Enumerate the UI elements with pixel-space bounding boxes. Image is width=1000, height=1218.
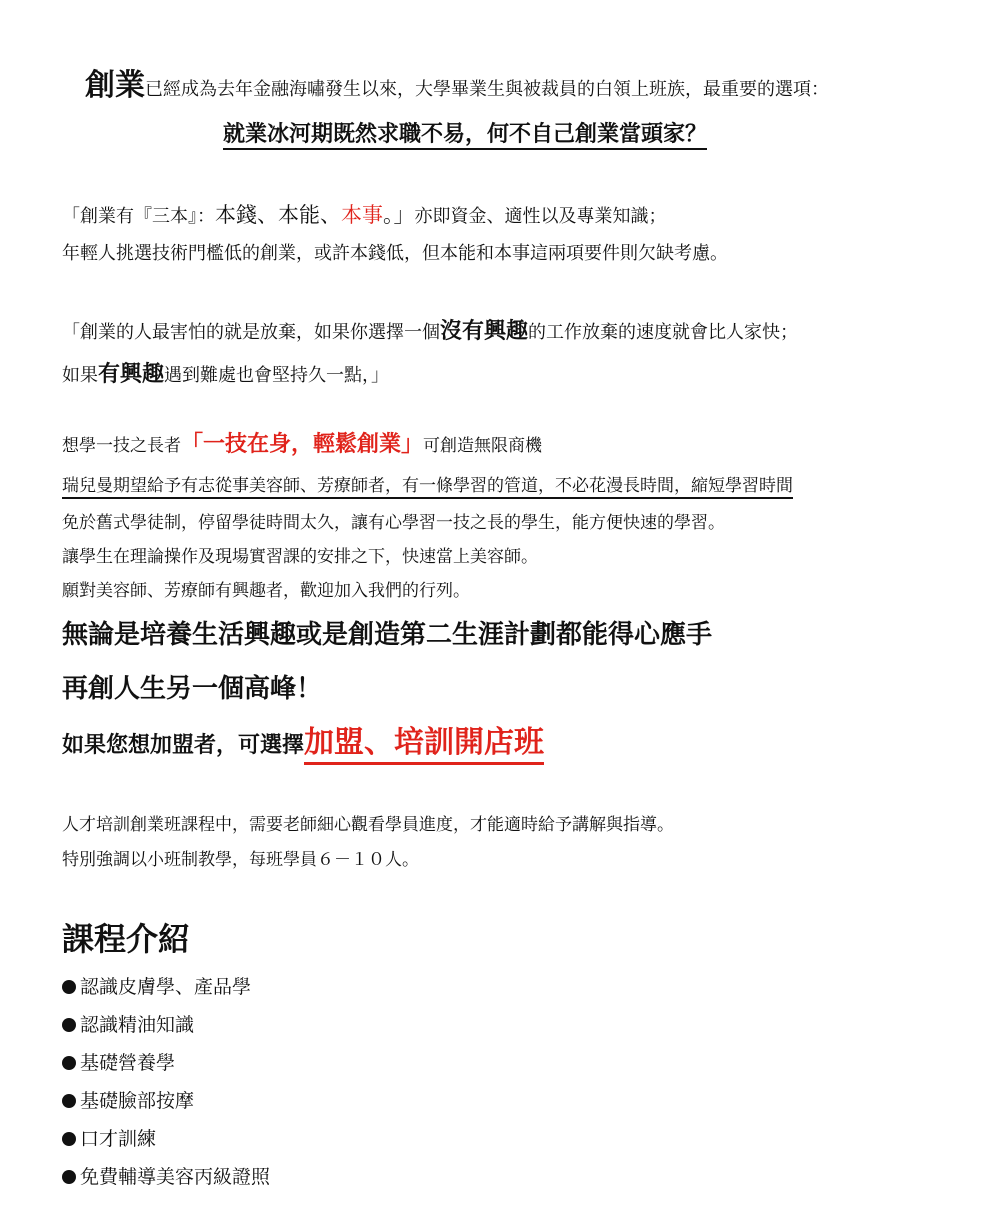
course-item-label: 認識精油知識: [80, 1014, 195, 1036]
skill-intro-b: 可創造無限商機: [423, 436, 543, 456]
skill-line-3: 讓學生在理論操作及現場實習課的安排之下，快速當上美容師。: [62, 547, 538, 567]
quote-line-1-b: 的工作放棄的速度就會比人家快；: [528, 322, 799, 343]
quote-emphasis-interest: 有興趣: [98, 362, 165, 387]
three-assets-list: 本錢、本能、: [215, 203, 341, 227]
course-item: [62, 1048, 175, 1075]
course-item-label: 口才訓練: [80, 1128, 157, 1150]
bullet-icon: [62, 980, 76, 994]
intro-lead-text: 已經成為去年金融海嘯發生以來，大學畢業生與被裁員的白領上班族，最重要的選項：: [145, 79, 829, 100]
course-item-label: 認識皮膚學、產品學: [80, 976, 252, 998]
skill-line-2: 免於舊式學徒制，停留學徒時間太久，讓有心學習一技之長的學生，能方便快速的學習。: [62, 513, 725, 533]
skill-line-4: 願對美容師、芳療師有興趣者，歡迎加入我們的行列。: [62, 581, 470, 601]
three-assets-close: 。」: [383, 203, 415, 227]
course-item: [62, 1010, 194, 1037]
course-item: [62, 972, 251, 999]
bullet-icon: [62, 1170, 76, 1184]
skill-underlined-line: [62, 471, 793, 496]
skill-underlined-text: 瑞兒曼期望給予有志從事美容師、芳療師者，有一條學習的管道，不必花漫長時間，縮短學習時間: [62, 476, 793, 499]
intro-lead-word: 創業: [85, 68, 145, 103]
franchise-prefix: 如果您想加盟者，可選擇: [62, 733, 305, 758]
class-info-line-2: 特別強調以小班制教學，每班學員６－１０人。: [62, 850, 419, 870]
quote-line-1-a: 「創業的人最害怕的就是放棄，如果你選擇一個: [62, 322, 440, 343]
course-item-label: 基礎臉部按摩: [80, 1090, 195, 1112]
intro-subtitle-text: 就業冰河期既然求職不易，何不自己創業當頭家？: [223, 122, 707, 150]
bullet-icon: [62, 1056, 76, 1070]
skill-intro: [62, 427, 542, 458]
course-item-label: 基礎營養學: [80, 1052, 176, 1074]
skill-slogan: 「一技在身，輕鬆創業」: [181, 432, 424, 457]
headline-1: 無論是培養生活興趣或是創造第二生涯計劃都能得心應手: [62, 620, 713, 650]
franchise-highlight: 加盟、培訓開店班: [304, 725, 544, 765]
three-assets-prefix: 「創業有『三本』：: [62, 206, 215, 227]
bullet-icon: [62, 1094, 76, 1108]
three-assets-line-1: [62, 199, 667, 229]
intro-subtitle: [223, 117, 707, 148]
bullet-icon: [62, 1018, 76, 1032]
quote-line-2-a: 如果: [62, 365, 98, 386]
headline-2: 再創人生另一個高峰！: [62, 674, 323, 704]
quote-line-2-b: 遇到難處也會堅持久一點，」: [164, 365, 390, 386]
three-assets-highlight: 本事: [341, 203, 383, 227]
class-info-line-1: 人才培訓創業班課程中，需要老師細心觀看學員進度，才能適時給予講解與指導。: [62, 815, 674, 835]
course-item-label: 免費輔導美容丙級證照: [80, 1166, 271, 1188]
bullet-icon: [62, 1132, 76, 1146]
skill-intro-a: 想學一技之長者: [62, 436, 181, 456]
franchise-line: [62, 717, 544, 761]
quote-line-1: [62, 314, 798, 345]
quote-emphasis-no-interest: 沒有興趣: [440, 319, 529, 344]
three-assets-meaning: 亦即資金、適性以及專業知識；: [414, 206, 667, 227]
three-assets-line-2: 年輕人挑選技術門檻低的創業，或許本錢低，但本能和本事這兩項要件則欠缺考慮。: [62, 243, 728, 264]
course-item: [62, 1124, 156, 1151]
course-item: [62, 1162, 270, 1189]
intro-line: [85, 60, 829, 104]
quote-line-2: [62, 357, 389, 388]
course-item: [62, 1086, 194, 1113]
courses-title: 課程介紹: [62, 920, 191, 958]
